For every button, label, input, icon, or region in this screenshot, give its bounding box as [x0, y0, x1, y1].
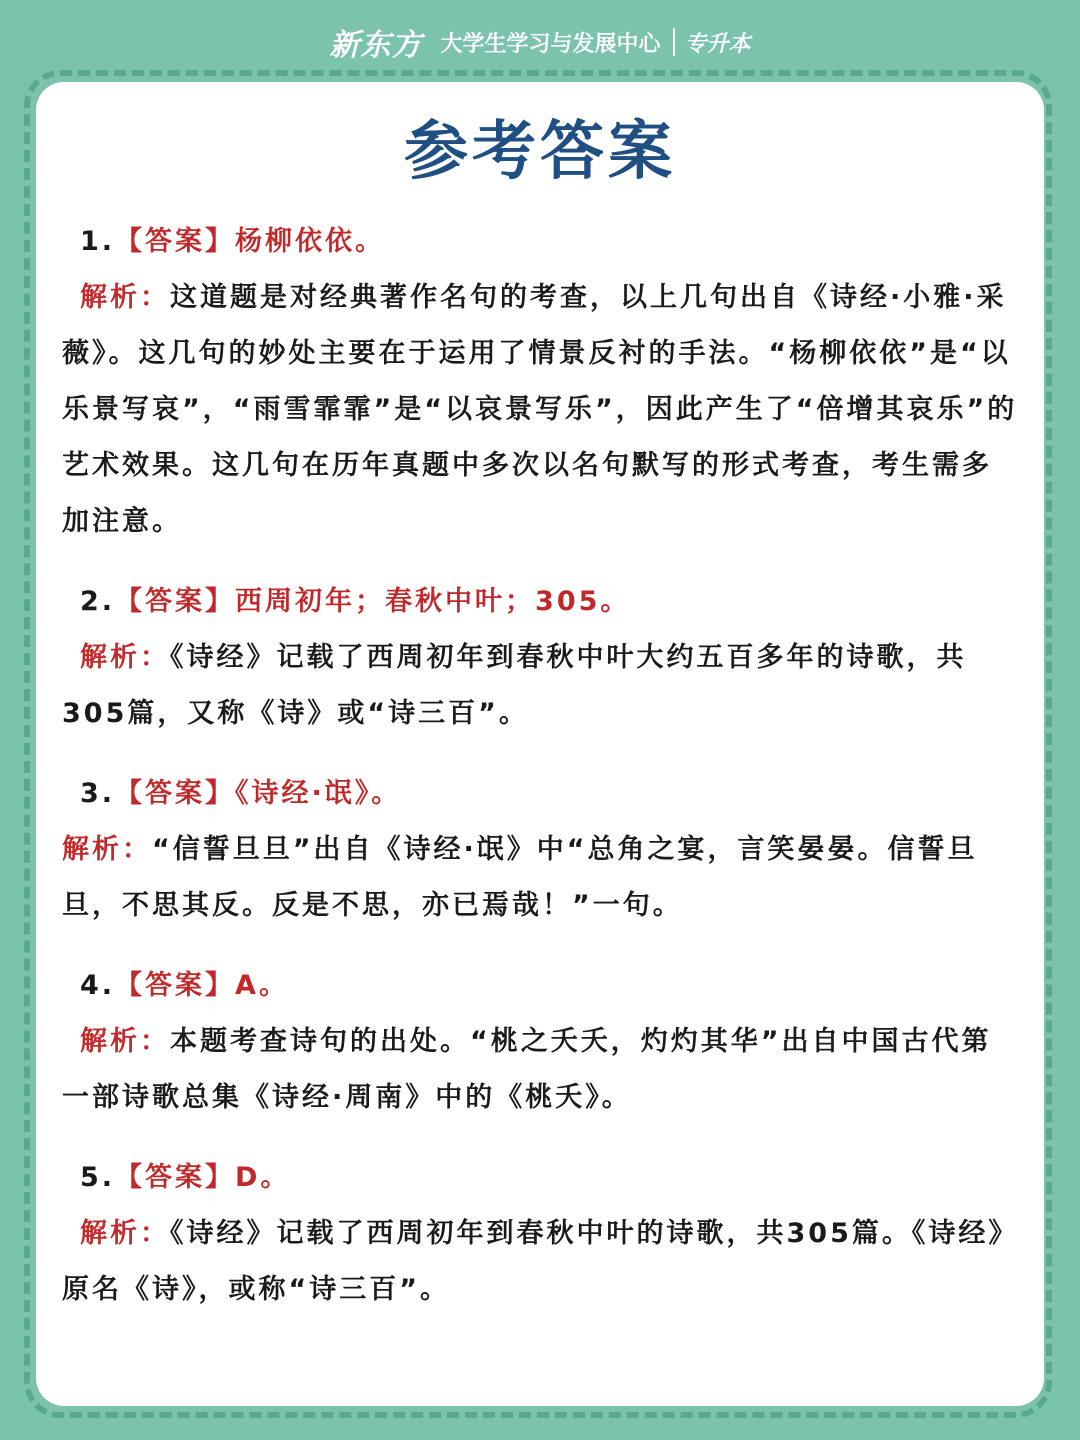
analysis-label: 解析：	[80, 282, 170, 313]
brand-divider	[673, 28, 675, 56]
analysis-paragraph	[62, 270, 1018, 550]
item-number: 4.	[80, 970, 116, 1001]
analysis-text: “信誓旦旦”出自《诗经·氓》中“总角之宴，言笑晏晏。信誓旦旦，不思其反。反是不思，亦已焉哉！”一句。	[62, 834, 978, 921]
analysis-label: 解析：	[80, 642, 170, 673]
analysis-paragraph	[62, 1206, 1018, 1318]
brand-program: 专升本	[684, 31, 751, 57]
answer-item-2	[62, 574, 1018, 742]
analysis-text: 这道题是对经典著作名句的考查，以上几句出自《诗经·小雅·采薇》。这几句的妙处主要在于运用了情景反衬的手法。“杨柳依依”是“以乐景写哀”，“雨雪霏霏”是“以哀景写乐”，因此产生了“倍增其哀乐”的艺术效果。这几句在历年真题中多次以名句默写的形式考查，考生需多加注意。	[62, 282, 1018, 537]
answer-line	[62, 766, 1018, 822]
analysis-paragraph	[62, 822, 1018, 934]
analysis-text: 《诗经》记载了西周初年到春秋中叶大约五百多年的诗歌，共305篇，又称《诗》或“诗三百”。	[62, 642, 967, 729]
page-title: 参考答案	[404, 115, 676, 189]
answer-line	[62, 958, 1018, 1014]
item-number: 5.	[80, 1162, 116, 1193]
answer-line	[62, 214, 1018, 270]
brand-center-name: 大学生学习与发展中心	[440, 31, 661, 57]
answer-item-5	[62, 1150, 1018, 1318]
answer-line	[62, 574, 1018, 630]
analysis-label: 解析：	[62, 834, 152, 865]
answer-item-4	[62, 958, 1018, 1126]
answer-line	[62, 1150, 1018, 1206]
brand-logo: 新东方	[329, 28, 423, 63]
analysis-paragraph	[62, 630, 1018, 742]
analysis-label: 解析：	[80, 1218, 170, 1249]
answers-list	[62, 214, 1018, 1342]
analysis-text: 本题考查诗句的出处。“桃之夭夭，灼灼其华”出自中国古代第一部诗歌总集《诗经·周南》中的《桃夭》。	[62, 1026, 992, 1113]
item-number: 2.	[80, 586, 116, 617]
answer-item-3	[62, 766, 1018, 934]
answer-text: 【答案】A。	[115, 970, 289, 1001]
item-number: 1.	[80, 226, 116, 257]
analysis-paragraph	[62, 1014, 1018, 1126]
analysis-text: 《诗经》记载了西周初年到春秋中叶的诗歌，共305篇。《诗经》原名《诗》，或称“诗三百”。	[62, 1218, 1005, 1305]
analysis-label: 解析：	[80, 1026, 170, 1057]
answer-text: 【答案】杨柳依依。	[115, 226, 386, 257]
answer-text: 【答案】西周初年；春秋中叶；305。	[115, 586, 631, 617]
answer-text: 【答案】D。	[115, 1162, 291, 1193]
item-number: 3.	[80, 778, 116, 809]
answer-text: 【答案】《诗经·氓》。	[115, 778, 402, 809]
answer-item-1	[62, 214, 1018, 550]
